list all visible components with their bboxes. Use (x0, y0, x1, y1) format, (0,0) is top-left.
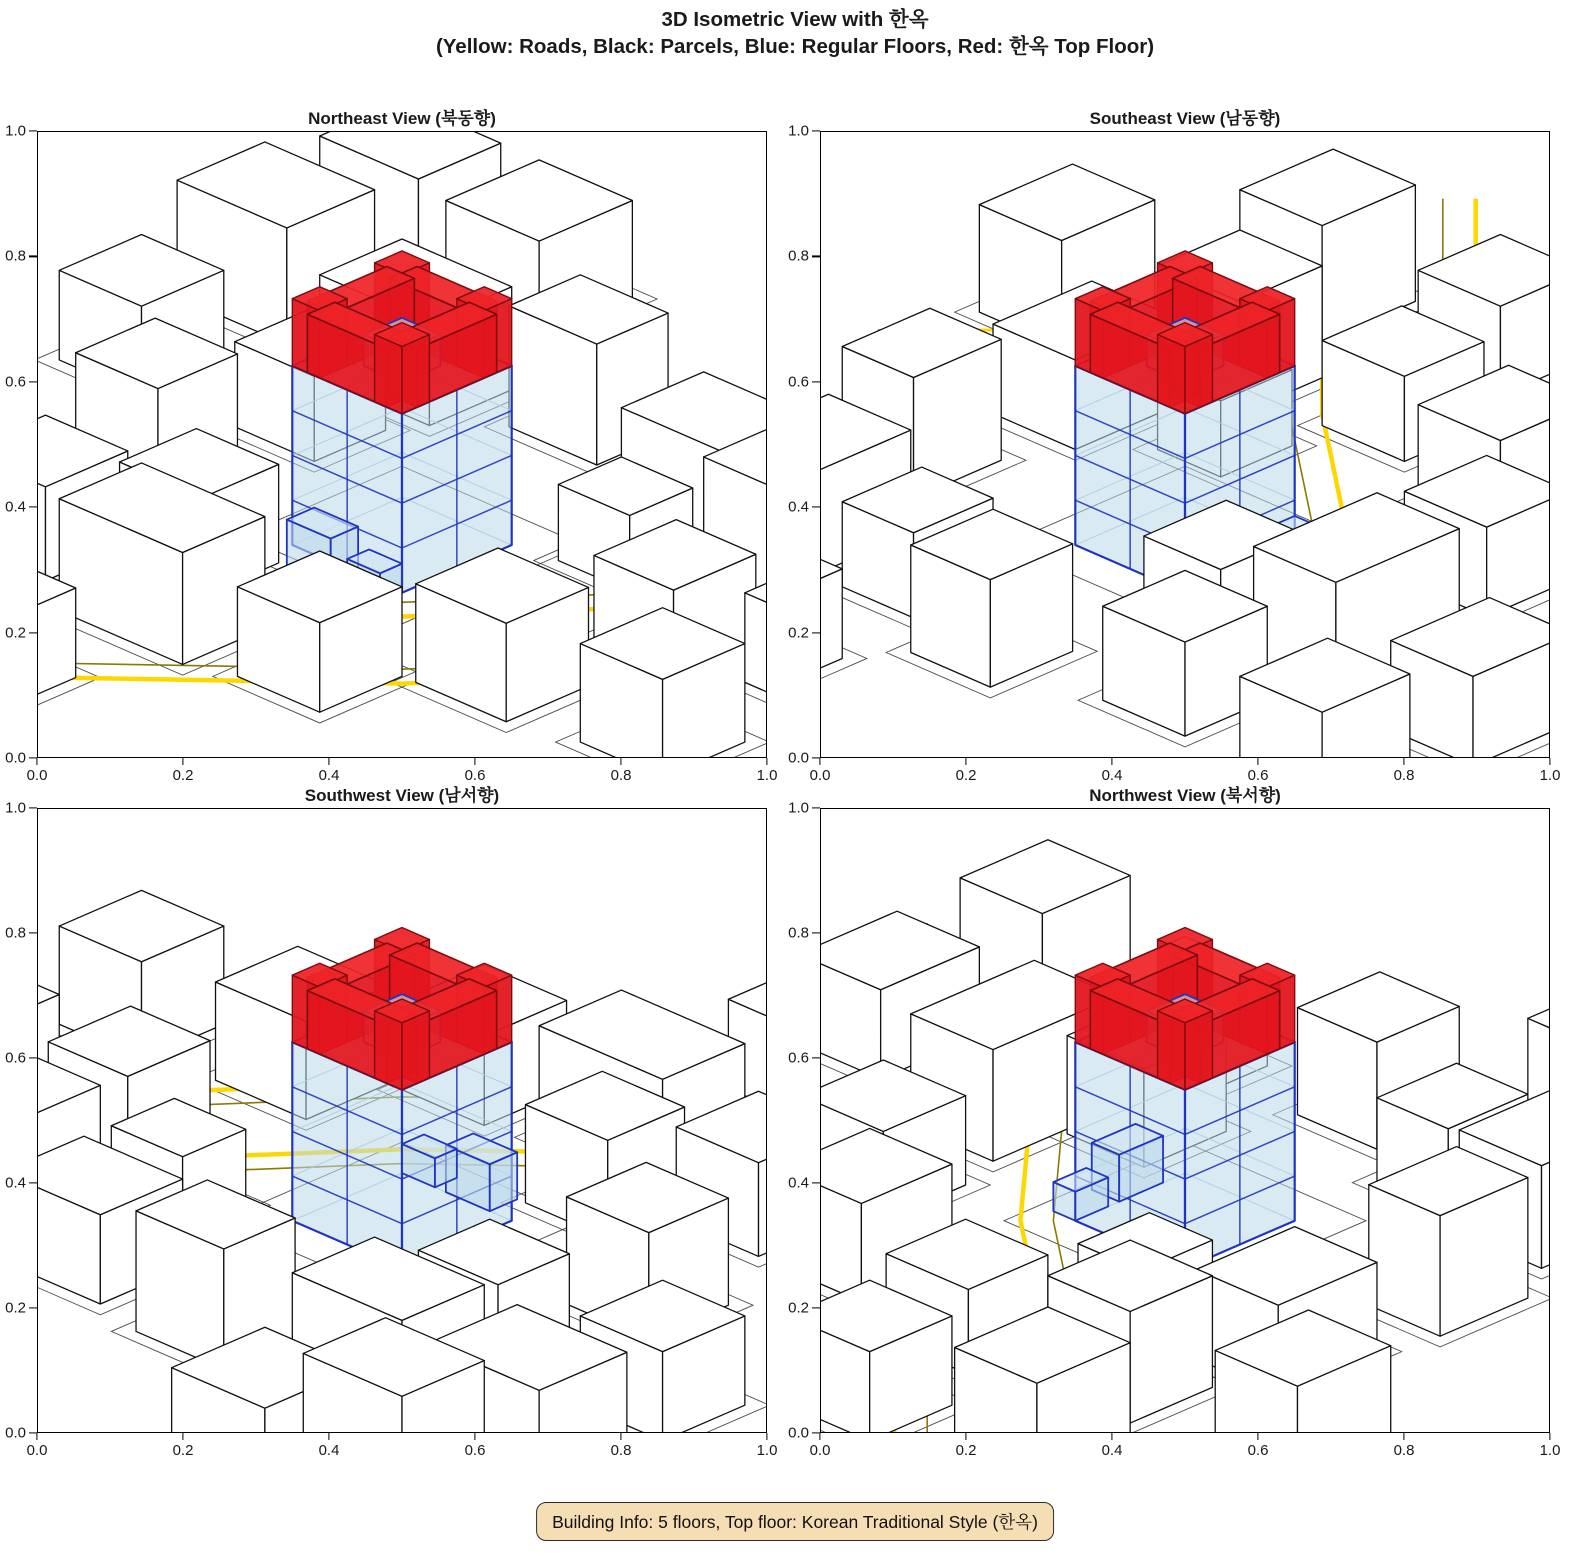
scene-northeast (38, 132, 766, 757)
y-tick-label: 0.6 (788, 1049, 809, 1067)
x-tick-mark (182, 1433, 183, 1440)
y-tick-mark (812, 130, 820, 131)
x-tick-label: 0.8 (1393, 1442, 1415, 1459)
plot-area (5, 799, 778, 1459)
y-tick-label: 0.6 (5, 373, 26, 391)
x-tick-label: 1.0 (1539, 1442, 1561, 1459)
x-tick-mark (182, 758, 183, 765)
x-tick-mark (620, 1433, 621, 1440)
y-tick-mark (29, 932, 37, 933)
plot-frame (820, 131, 1550, 758)
subplot-southeast (788, 109, 1561, 784)
x-tick-mark (474, 1433, 475, 1440)
plot-frame (37, 808, 767, 1433)
y-tick-label: 0.8 (788, 924, 809, 942)
x-tick-mark (766, 1433, 767, 1440)
x-tick-mark (965, 1433, 966, 1440)
y-tick-label: 1.0 (5, 122, 26, 140)
y-tick-label: 0.2 (5, 1299, 26, 1317)
y-tick-mark (812, 507, 820, 508)
x-tick-mark (965, 758, 966, 765)
subplot-northeast (5, 109, 778, 784)
x-tick-label: 0.0 (26, 767, 48, 784)
y-tick-mark (29, 256, 37, 257)
plot-title: Northwest View (북서향) (1089, 786, 1281, 805)
x-tick-label: 0.4 (318, 1442, 340, 1459)
x-tick-label: 0.0 (26, 1442, 48, 1459)
x-tick-label: 1.0 (756, 1442, 778, 1459)
x-tick-mark (819, 758, 820, 765)
x-tick-mark (1111, 758, 1112, 765)
y-tick-label: 0.6 (788, 373, 809, 391)
y-tick-mark (812, 932, 820, 933)
plot-frame (37, 131, 767, 758)
building-box (416, 548, 589, 722)
x-tick-mark (36, 758, 37, 765)
x-tick-label: 0.2 (172, 1442, 194, 1459)
x-tick-mark (36, 1433, 37, 1440)
figure-title (0, 6, 1590, 60)
x-tick-label: 0.6 (1247, 1442, 1269, 1459)
y-tick-label: 0.2 (788, 624, 809, 642)
subject-building (292, 928, 517, 1269)
y-tick-label: 0.0 (788, 749, 809, 767)
x-tick-label: 0.2 (172, 767, 194, 784)
y-tick-mark (812, 381, 820, 382)
x-tick-label: 0.2 (955, 767, 977, 784)
subplot-southwest (5, 786, 778, 1459)
plot-area (788, 122, 1561, 784)
figure-title-line1: 3D Isometric View with 한옥 (661, 8, 929, 31)
x-tick-mark (328, 758, 329, 765)
x-tick-mark (1403, 1433, 1404, 1440)
y-tick-mark (812, 1307, 820, 1308)
x-tick-label: 0.2 (955, 1442, 977, 1459)
x-tick-label: 0.6 (1247, 767, 1269, 784)
y-tick-mark (29, 130, 37, 131)
x-tick-label: 0.4 (318, 767, 340, 784)
y-tick-mark (29, 632, 37, 633)
x-tick-label: 1.0 (1539, 767, 1561, 784)
y-tick-label: 0.2 (5, 624, 26, 642)
x-tick-mark (1549, 758, 1550, 765)
x-tick-mark (766, 758, 767, 765)
scene-southwest (38, 809, 766, 1432)
x-tick-label: 0.4 (1101, 1442, 1123, 1459)
y-tick-label: 0.0 (5, 749, 26, 767)
x-tick-label: 0.8 (610, 767, 632, 784)
y-tick-label: 1.0 (5, 799, 26, 817)
subplot-northwest (788, 786, 1561, 1459)
y-tick-mark (812, 757, 820, 758)
y-tick-mark (29, 1182, 37, 1183)
y-tick-label: 0.4 (788, 1174, 809, 1192)
x-tick-mark (328, 1433, 329, 1440)
y-tick-mark (812, 632, 820, 633)
y-tick-label: 0.0 (788, 1424, 809, 1442)
y-tick-mark (812, 807, 820, 808)
plot-title: Northeast View (북동향) (308, 109, 496, 128)
y-tick-mark (812, 1182, 820, 1183)
x-tick-mark (474, 758, 475, 765)
x-tick-mark (1257, 758, 1258, 765)
plot-title: Southwest View (남서향) (304, 786, 500, 805)
x-tick-label: 0.4 (1101, 767, 1123, 784)
y-tick-mark (29, 381, 37, 382)
plot-frame (820, 808, 1550, 1433)
x-tick-label: 0.0 (809, 767, 831, 784)
y-tick-mark (812, 1057, 820, 1058)
caption-box: Building Info: 5 floors, Top floor: Korean Traditional Style (한옥) (536, 1502, 1054, 1541)
y-tick-label: 0.4 (5, 1174, 26, 1192)
y-tick-mark (29, 1307, 37, 1308)
scene-northwest (821, 809, 1549, 1432)
y-tick-label: 0.0 (5, 1424, 26, 1442)
plot-area (5, 122, 778, 784)
x-tick-mark (1549, 1433, 1550, 1440)
y-tick-label: 1.0 (788, 799, 809, 817)
y-tick-mark (29, 507, 37, 508)
y-tick-label: 0.8 (5, 247, 26, 265)
y-tick-mark (812, 1432, 820, 1433)
y-tick-label: 0.2 (788, 1299, 809, 1317)
y-tick-mark (29, 1432, 37, 1433)
x-tick-label: 0.8 (1393, 767, 1415, 784)
subject-building (287, 251, 512, 602)
y-tick-label: 0.8 (788, 247, 809, 265)
x-tick-mark (1257, 1433, 1258, 1440)
plot-title: Southeast View (남동향) (1089, 109, 1281, 128)
subject-building (1053, 928, 1294, 1269)
x-tick-label: 0.6 (464, 1442, 486, 1459)
y-tick-mark (29, 1057, 37, 1058)
y-tick-mark (29, 757, 37, 758)
x-tick-mark (1111, 1433, 1112, 1440)
y-tick-label: 1.0 (788, 122, 809, 140)
x-tick-label: 0.0 (809, 1442, 831, 1459)
y-tick-label: 0.6 (5, 1049, 26, 1067)
y-tick-mark (812, 256, 820, 257)
y-tick-label: 0.8 (5, 924, 26, 942)
x-tick-label: 1.0 (756, 767, 778, 784)
x-tick-mark (819, 1433, 820, 1440)
y-tick-mark (29, 807, 37, 808)
scene-southeast (821, 132, 1549, 757)
x-tick-label: 0.8 (610, 1442, 632, 1459)
x-tick-label: 0.6 (464, 767, 486, 784)
y-tick-label: 0.4 (5, 498, 26, 516)
figure-title-line2: (Yellow: Roads, Black: Parcels, Blue: Regular Floors, Red: 한옥 Top Floor) (435, 35, 1155, 58)
y-tick-label: 0.4 (788, 498, 809, 516)
x-tick-mark (1403, 758, 1404, 765)
building-box (911, 509, 1073, 687)
plot-area (788, 799, 1561, 1459)
building-box (1369, 1147, 1528, 1337)
x-tick-mark (620, 758, 621, 765)
